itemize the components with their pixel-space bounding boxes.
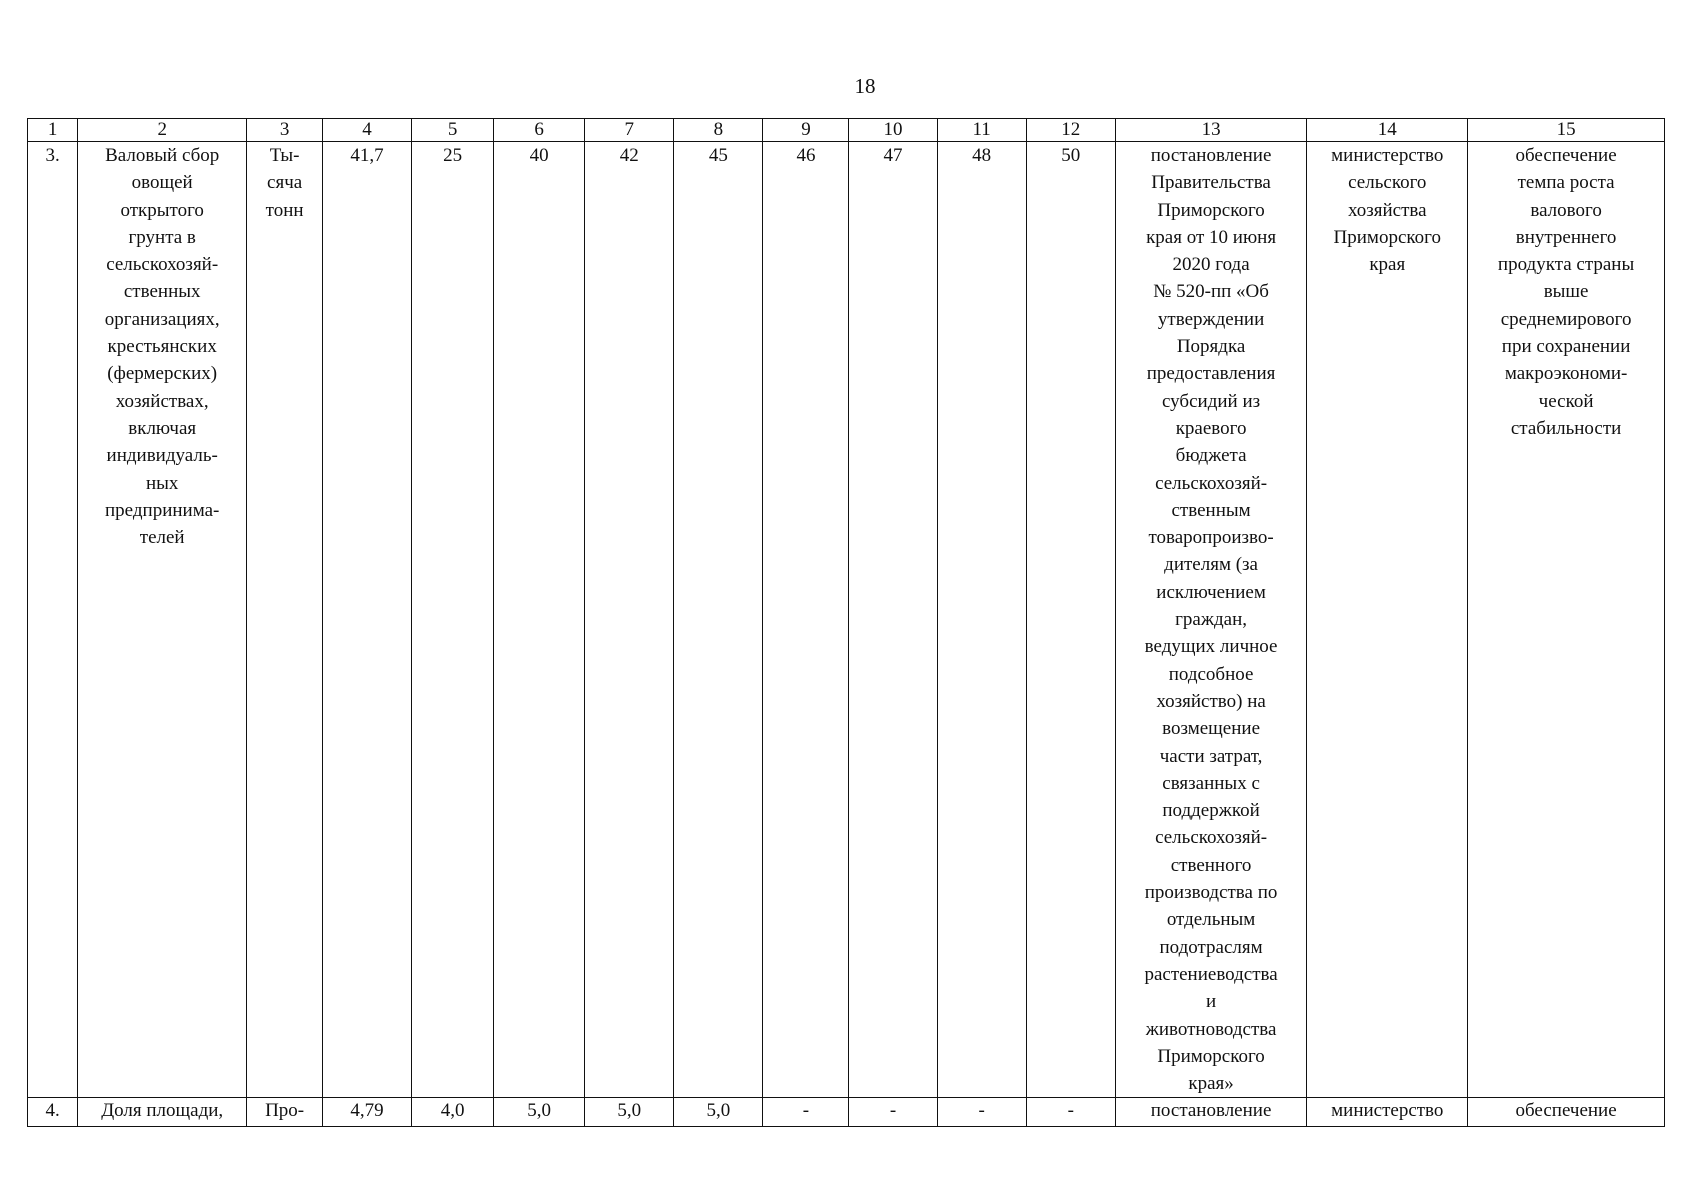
column-header: 6 — [494, 119, 585, 142]
value-cell: 41,7 — [323, 142, 412, 1098]
column-header: 14 — [1307, 119, 1468, 142]
value-cell: - — [849, 1098, 937, 1127]
column-header: 8 — [674, 119, 763, 142]
document-cell: постановление Правительства Приморского края от 10 июня 2020 года № 520-пп «Об утверждении Порядка предоставления субсидий из краевого бюджета сельскохозяй- ственным товаропроизво- дителям (за исключением граждан, ведущих личное подсобное хозяйство) на возмещение части затрат, связанных с поддержкой сельскохозяй- ственного производства по отдельным подотраслям растениеводства и животноводства Приморского края» — [1115, 142, 1307, 1098]
responsible-cell: министерство сельского хозяйства Приморского края — [1307, 142, 1468, 1098]
value-cell: 48 — [937, 142, 1026, 1098]
value-cell: 25 — [412, 142, 494, 1098]
column-header: 12 — [1026, 119, 1115, 142]
value-cell: 47 — [849, 142, 937, 1098]
column-header: 13 — [1115, 119, 1307, 142]
row-number: 3. — [28, 142, 78, 1098]
data-table — [27, 118, 1665, 1127]
value-cell: 45 — [674, 142, 763, 1098]
column-header: 11 — [937, 119, 1026, 142]
indicator-name: Валовый сбор овощей открытого грунта в сельскохозяй- ственных организациях, крестьянских (фермерских) хозяйствах, включая индивидуаль- ных предпринима- телей — [78, 142, 247, 1098]
column-header: 9 — [763, 119, 849, 142]
column-header: 3 — [247, 119, 323, 142]
unit-cell: Ты- сяча тонн — [247, 142, 323, 1098]
column-header: 1 — [28, 119, 78, 142]
column-header: 10 — [849, 119, 937, 142]
value-cell: - — [937, 1098, 1026, 1127]
column-header: 4 — [323, 119, 412, 142]
responsible-cell: министерство — [1307, 1098, 1468, 1127]
value-cell: 5,0 — [494, 1098, 585, 1127]
indicator-name: Доля площади, — [78, 1098, 247, 1127]
header-row — [28, 119, 1665, 142]
table-row — [28, 142, 1665, 1098]
value-cell: - — [1026, 1098, 1115, 1127]
goal-cell: обеспечение темпа роста валового внутреннего продукта страны выше среднемирового при сохранении макроэкономи- ческой стабильности — [1468, 142, 1665, 1098]
goal-cell: обеспечение — [1468, 1098, 1665, 1127]
column-header: 7 — [585, 119, 674, 142]
value-cell: 5,0 — [585, 1098, 674, 1127]
value-cell: 50 — [1026, 142, 1115, 1098]
unit-cell: Про- — [247, 1098, 323, 1127]
page-number: 18 — [854, 74, 876, 98]
value-cell: 46 — [763, 142, 849, 1098]
table-row — [28, 1098, 1665, 1127]
column-header: 2 — [78, 119, 247, 142]
value-cell: 5,0 — [674, 1098, 763, 1127]
value-cell: 4,0 — [412, 1098, 494, 1127]
column-header: 5 — [412, 119, 494, 142]
row-number: 4. — [28, 1098, 78, 1127]
value-cell: 42 — [585, 142, 674, 1098]
value-cell: 40 — [494, 142, 585, 1098]
document-cell: постановление — [1115, 1098, 1307, 1127]
value-cell: - — [763, 1098, 849, 1127]
value-cell: 4,79 — [323, 1098, 412, 1127]
column-header: 15 — [1468, 119, 1665, 142]
